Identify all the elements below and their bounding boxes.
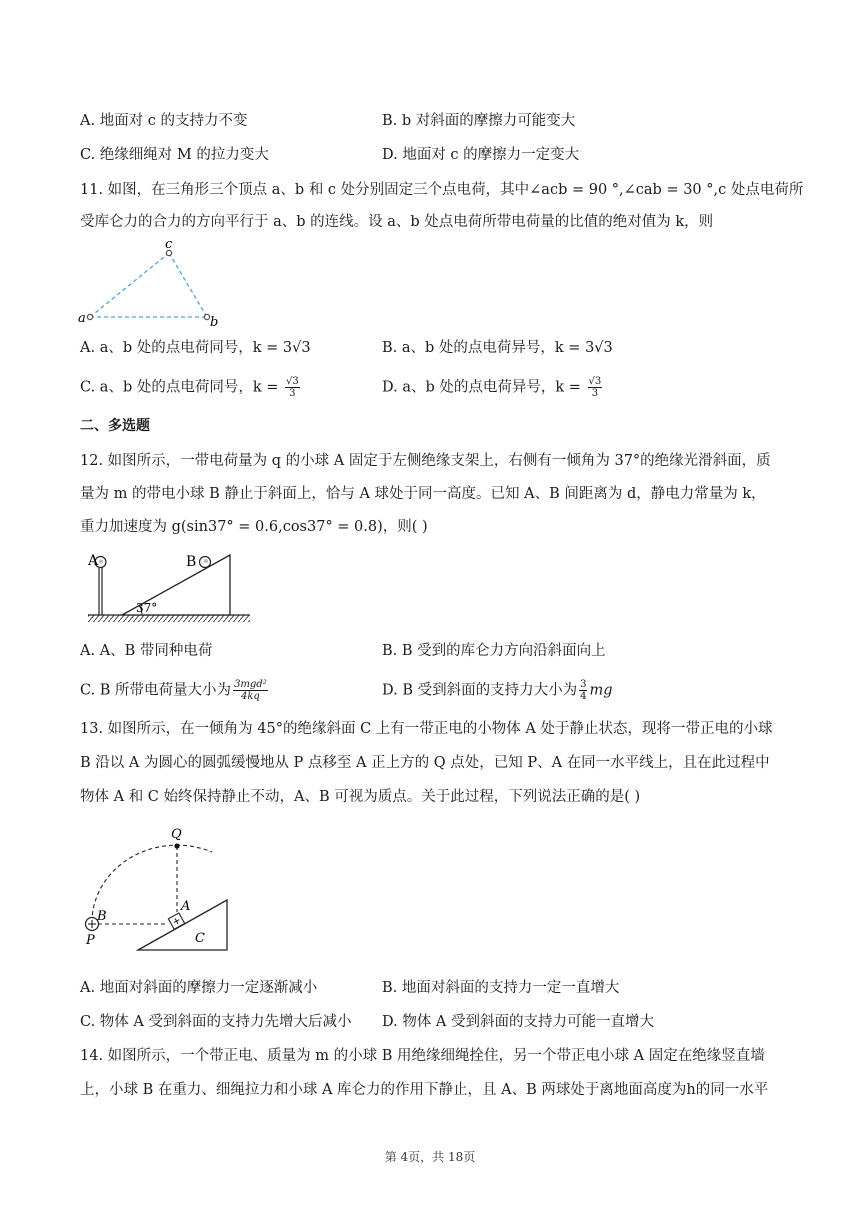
q12-option-d-text: D. B 受到斜面的支持力大小为: [382, 682, 578, 699]
page-footer: 第 4页，共 18页: [384, 1150, 476, 1164]
q13-label-p: P: [86, 933, 95, 948]
q11-label-b: b: [210, 315, 219, 330]
q10-option-d: D. 地面对 c 的摩擦力一定变大: [382, 147, 580, 163]
q12-stem-line2: 量为 m 的带电小球 B 静止于斜面上，恰与 A 球处于同一高度。已知 A、B 间距离为 d，静电力常量为 k，: [80, 486, 766, 502]
q12-option-c-text: C. B 所带电荷量大小为: [80, 682, 232, 699]
q13-option-b: B. 地面对斜面的支持力一定一直增大: [382, 980, 620, 996]
q12-option-c: [80, 679, 270, 702]
q13-label-c: C: [195, 931, 205, 946]
q13-label-b: B: [97, 909, 107, 924]
q11-option-b: B. a、b 处的点电荷异号，k = 3√3: [382, 340, 613, 356]
q13-option-d: D. 物体 A 受到斜面的支持力可能一直增大: [382, 1014, 655, 1030]
q12-label-b: B: [186, 554, 197, 570]
q11-stem-line2: 受库仑力的合力的方向平行于 a、b 的连线。设 a、b 处点电荷所带电荷量的比值的绝对值为 k，则: [80, 214, 714, 230]
q13-stem-line1: 13. 如图所示，在一倾角为 45°的绝缘斜面 C 上有一带正电的小物体 A 处于静止状态，现将一带正电的小球: [80, 721, 773, 737]
q12-option-c-fraction: $\frac{\text{3mgd²}}{4kq}$: [234, 679, 267, 702]
q11-option-c-text: C. a、b 处的点电荷同号，k =: [80, 379, 283, 396]
q13-option-c: C. 物体 A 受到斜面的支持力先增大后减小: [80, 1014, 352, 1030]
q11-option-d-fraction: $\frac{√3}{3}$: [588, 376, 602, 399]
q13-label-a: A: [181, 899, 191, 914]
q12-incline-figure: [80, 548, 252, 630]
q13-option-a: A. 地面对斜面的摩擦力一定逐渐减小: [80, 980, 318, 996]
q11-option-d-text: D. a、b 处的点电荷异号，k =: [382, 379, 586, 396]
q13-stem-line2: B 沿以 A 为圆心的圆弧缓慢地从 P 点移至 A 正上方的 Q 点处，已知 P、A 在同一水平线上，且在此过程中: [80, 755, 770, 771]
q11-label-c: c: [165, 237, 173, 252]
q12-option-d: [382, 679, 613, 702]
q12-label-a: A: [88, 553, 99, 569]
q11-option-c: [80, 376, 302, 399]
q13-arc-figure: [80, 822, 240, 957]
q11-option-a: A. a、b 处的点电荷同号，k = 3√3: [80, 340, 311, 356]
q12-label-angle: 37°: [136, 601, 158, 615]
q11-option-c-fraction: $\frac{√3}{3}$: [286, 376, 299, 399]
q12-option-a: A. A、B 带同种电荷: [80, 643, 213, 659]
q12-option-b: B. B 受到的库仑力方向沿斜面向上: [382, 643, 606, 659]
q12-stem-line3: 重力加速度为 g(sin37° = 0.6,cos37° = 0.8)，则( ): [80, 519, 428, 535]
q10-option-a: A. 地面对 c 的支持力不变: [80, 113, 248, 129]
q12-option-d-fraction: $\frac{3}{4}$: [580, 679, 587, 702]
q12-option-d-unit: mg: [589, 682, 613, 699]
section-heading-multiple-choice: 二、多选题: [80, 418, 150, 434]
q13-stem-line3: 物体 A 和 C 始终保持静止不动，A、B 可视为质点。关于此过程，下列说法正确的是( ): [80, 789, 641, 805]
q11-triangle-figure: [76, 238, 226, 328]
q11-label-a: a: [78, 311, 86, 326]
q11-option-d: [382, 376, 604, 399]
q10-option-b: B. b 对斜面的摩擦力可能变大: [382, 113, 576, 129]
q13-label-q: Q: [171, 827, 182, 842]
q14-stem-line2: 上，小球 B 在重力、细绳拉力和小球 A 库仑力的作用下静止，且 A、B 两球处于离地面高度为h的同一水平: [80, 1082, 769, 1098]
q12-stem-line1: 12. 如图所示，一带电荷量为 q 的小球 A 固定于左侧绝缘支架上，右侧有一倾角为 37°的绝缘光滑斜面，质: [80, 453, 771, 469]
q14-stem-line1: 14. 如图所示，一个带正电、质量为 m 的小球 B 用绝缘细绳拴住，另一个带正电小球 A 固定在绝缘竖直墙: [80, 1048, 765, 1064]
q10-option-c: C. 绝缘细绳对 M 的拉力变大: [80, 147, 269, 163]
q11-stem-line1: 11. 如图，在三角形三个顶点 a、b 和 c 处分别固定三个点电荷，其中∠acb = 90 °,∠cab = 30 °,c 处点电荷所: [80, 182, 804, 198]
